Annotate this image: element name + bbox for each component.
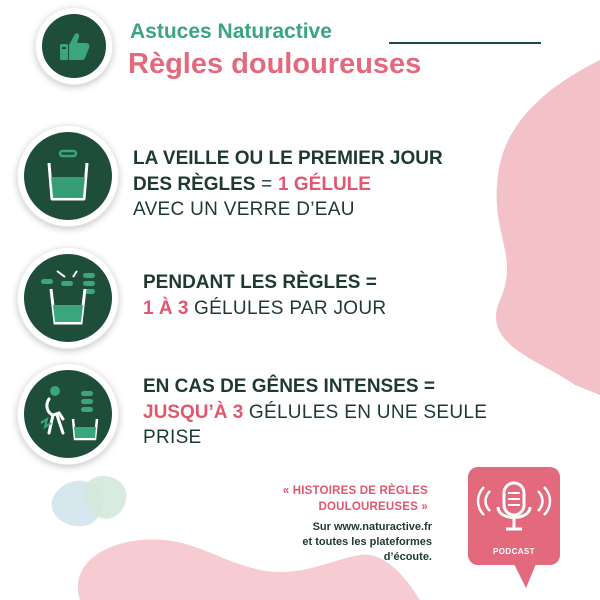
header-subtitle: Astuces Naturactive (130, 20, 332, 43)
item-1-line-3: AVEC UN VERRE D’EAU (133, 199, 355, 221)
item-3-line-1: EN CAS DE GÊNES INTENSES = (143, 376, 435, 397)
item-1-equals: = (255, 173, 279, 195)
item-1-line-2-bold: DES RÈGLES (133, 173, 256, 195)
podcast-note-line-3: d’écoute. (383, 550, 432, 563)
podcast-label: PODCAST (493, 547, 535, 556)
item-2-line-1: PENDANT LES RÈGLES = (143, 272, 377, 293)
podcast-note-line-1: Sur www.naturactive.fr (312, 521, 432, 533)
item-3-line-3: PRISE (143, 427, 202, 449)
item-3-line-2-rest: GÉLULES EN UNE SEULE (243, 401, 488, 423)
item-2-line-2-rest: GÉLULES PAR JOUR (188, 297, 387, 319)
item-3-dose: JUSQU’À 3 (143, 401, 244, 423)
item-1-dose: 1 GÉLULE (278, 173, 371, 195)
podcast-title-line-1: « HISTOIRES DE RÈGLES (282, 485, 428, 497)
page-title: Règles douloureuses (128, 48, 422, 80)
podcast-title-line-2: DOULOUREUSES » (318, 501, 428, 514)
item-1-line-1: LA VEILLE OU LE PREMIER JOUR (133, 148, 443, 169)
item-2-dose: 1 À 3 (143, 297, 189, 319)
podcast-note-line-2: et toutes les plateformes (302, 535, 432, 548)
